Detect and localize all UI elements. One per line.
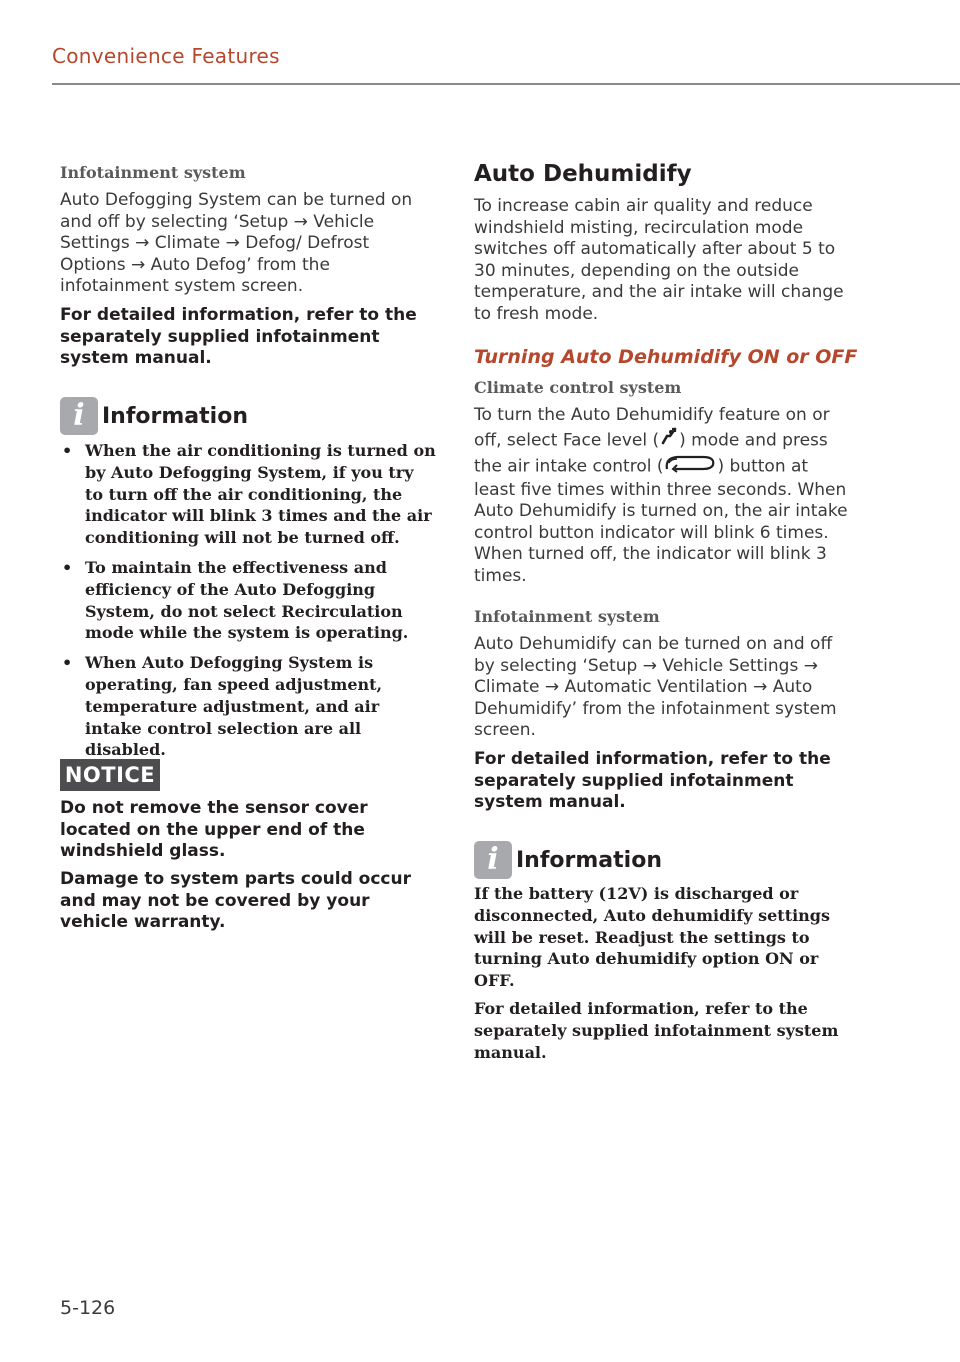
right-infotainment-body: Auto Dehumidify can be turned on and off by selecting ‘Setup → Vehicle Settings → Climate → Automatic Ventilation → Auto Dehumidify’ from the infotainment system screen. <box>474 634 837 740</box>
header-divider <box>52 83 960 85</box>
air-intake-icon <box>663 453 717 480</box>
information-label: Information <box>102 403 248 429</box>
information-bullet-list <box>60 440 436 769</box>
information-text-2: For detailed information, refer to the separately supplied infotainment system manual. <box>474 999 839 1062</box>
climate-control-body <box>474 405 849 587</box>
right-infotainment-note: For detailed information, refer to the separately supplied infotainment system manual. <box>474 749 831 812</box>
list-item: • When Auto Defogging System is operating, fan speed adjustment, temperature adjustment, and air intake control selection are all disabled. <box>60 652 436 761</box>
section-title: Convenience Features <box>52 44 280 68</box>
auto-dehumidify-title: Auto Dehumidify <box>474 161 692 187</box>
climate-control-heading: Climate control system <box>474 378 682 397</box>
climate-text-part-3: ) button at least five times within three seconds. When Auto Dehumidify is turned on, the air intake control button indicator will blink 6 times. When turned off, the indicator will blink 3 times. <box>474 456 848 586</box>
info-icon: i <box>60 397 98 435</box>
left-information-heading <box>60 397 248 435</box>
right-information-heading <box>474 841 662 879</box>
left-infotainment-heading: Infotainment system <box>60 163 246 182</box>
list-item: • To maintain the effectiveness and efficiency of the Auto Defogging System, do not select Recirculation mode while the system is operating. <box>60 557 436 644</box>
right-infotainment-heading: Infotainment system <box>474 607 660 626</box>
info-icon: i <box>474 841 512 879</box>
page-number: 5-126 <box>60 1297 116 1319</box>
face-level-icon <box>659 427 679 454</box>
auto-dehumidify-intro: To increase cabin air quality and reduce windshield misting, recirculation mode switches off automatically after about 5 to 30 minutes, depending on the outside temperature, and the air intake will change to fresh mode. <box>474 196 844 324</box>
left-infotainment-body: Auto Defogging System can be turned on and off by selecting ‘Setup → Vehicle Settings → Climate → Defog/ Defrost Options → Auto Defog’ from the infotainment system screen. <box>60 190 413 296</box>
information-text-1: If the battery (12V) is discharged or disconnected, Auto dehumidify settings will be reset. Readjust the settings to turning Auto dehumidify option ON or OFF. <box>474 884 830 991</box>
list-item: • When the air conditioning is turned on by Auto Defogging System, if you try to turn off the air conditioning, the indicator will blink 3 times and the air conditioning will not be turned off. <box>60 440 436 549</box>
notice-badge: NOTICE <box>60 759 160 791</box>
notice-text-1: Do not remove the sensor cover located on the upper end of the windshield glass. <box>60 798 368 861</box>
information-label: Information <box>516 847 662 873</box>
climate-text-part-2: ) mode and press the air intake control ( <box>474 429 828 477</box>
left-infotainment-note: For detailed information, refer to the separately supplied infotainment system manual. <box>60 305 417 368</box>
climate-text-part-1: To turn the Auto Dehumidify feature on or off, select Face level ( <box>474 405 830 450</box>
turning-on-off-subtitle: Turning Auto Dehumidify ON or OFF <box>474 346 858 368</box>
notice-text-2: Damage to system parts could occur and may not be covered by your vehicle warranty. <box>60 869 411 932</box>
